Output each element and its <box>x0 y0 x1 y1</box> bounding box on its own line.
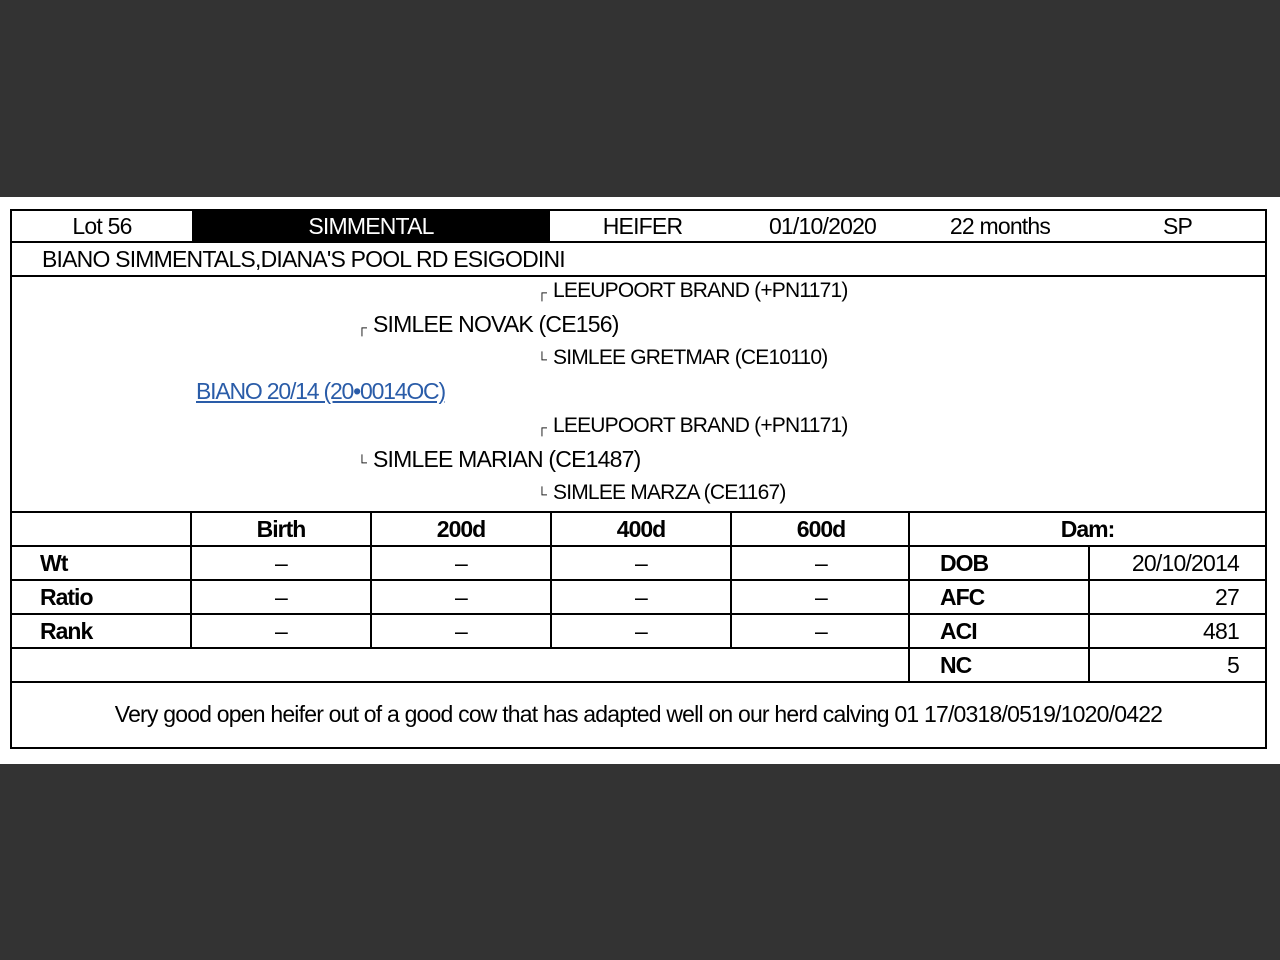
lot-number: Lot 56 <box>72 212 132 239</box>
pedigree-dam <box>357 446 640 473</box>
lot-sheet <box>0 197 1280 764</box>
breeder-row <box>12 243 1265 277</box>
rank-400d: – <box>550 615 730 647</box>
row-label-rank: Rank <box>40 617 93 644</box>
pedigree-dam-name: SIMLEE MARIAN (CE1487) <box>373 446 641 472</box>
blank-cell <box>12 649 908 681</box>
row-label-ratio: Ratio <box>40 583 93 610</box>
dam-title: Dam: <box>908 513 1265 545</box>
bracket-top-icon: ┌ <box>357 319 367 335</box>
ratio-200d: – <box>370 581 550 613</box>
ratio-600d: – <box>730 581 910 613</box>
table-row <box>12 547 1265 581</box>
col-birth: Birth <box>190 513 370 545</box>
dam-label-aci: ACI <box>908 615 1088 647</box>
wt-600d: – <box>730 547 910 579</box>
pedigree-section <box>12 277 1265 513</box>
dam-label-afc: AFC <box>908 581 1088 613</box>
pedigree-dam-dam <box>537 481 786 505</box>
status-code: SP <box>1162 212 1193 239</box>
dam-value-afc: 27 <box>1088 581 1265 613</box>
lot-card <box>10 209 1267 749</box>
birth-date: 01/10/2020 <box>768 212 877 239</box>
row-label-wt: Wt <box>40 549 68 576</box>
blank-cell <box>12 513 192 545</box>
breed-label: SIMMENTAL <box>192 211 550 241</box>
animal-link[interactable]: BIANO 20/14 (20•0014OC) <box>196 378 445 404</box>
rank-600d: – <box>730 615 910 647</box>
wt-200d: – <box>370 547 550 579</box>
bracket-bottom-icon: └ <box>357 454 367 470</box>
breeder-name: BIANO SIMMENTALS,DIANA'S POOL RD ESIGODINI <box>42 245 565 272</box>
rank-200d: – <box>370 615 550 647</box>
bracket-bottom-icon: └ <box>537 351 547 367</box>
wt-birth: – <box>190 547 370 579</box>
table-row <box>12 581 1265 615</box>
pedigree-sire-sire-name: LEEUPOORT BRAND (+PN1171) <box>553 279 848 302</box>
col-200d: 200d <box>370 513 550 545</box>
bracket-top-icon: ┌ <box>537 419 547 435</box>
pedigree-dam-dam-name: SIMLEE MARZA (CE1167) <box>553 481 786 504</box>
performance-header-row <box>12 513 1265 547</box>
pedigree-animal[interactable] <box>196 378 445 405</box>
pedigree-sire-name: SIMLEE NOVAK (CE156) <box>373 311 619 337</box>
dam-value-aci: 481 <box>1088 615 1265 647</box>
pedigree-dam-sire <box>537 414 848 438</box>
col-600d: 600d <box>730 513 910 545</box>
table-row <box>12 615 1265 649</box>
dam-value-nc: 5 <box>1088 649 1265 681</box>
pedigree-sire-dam <box>537 346 828 370</box>
table-row <box>12 649 1265 683</box>
dam-label-nc: NC <box>908 649 1088 681</box>
dam-value-dob: 20/10/2014 <box>1088 547 1265 579</box>
col-400d: 400d <box>550 513 730 545</box>
lot-header-row <box>12 211 1265 243</box>
bracket-top-icon: ┌ <box>537 284 547 300</box>
wt-400d: – <box>550 547 730 579</box>
lot-comment: Very good open heifer out of a good cow that has adapted well on our herd calving 01 17/0318/0519/1020/0422 <box>114 700 1163 727</box>
dam-label-dob: DOB <box>908 547 1088 579</box>
ratio-400d: – <box>550 581 730 613</box>
ratio-birth: – <box>190 581 370 613</box>
pedigree-sire <box>357 311 619 338</box>
bracket-bottom-icon: └ <box>537 486 547 502</box>
pedigree-sire-dam-name: SIMLEE GRETMAR (CE10110) <box>553 346 828 369</box>
age-label: 22 months <box>949 212 1051 239</box>
pedigree-sire-sire <box>537 279 848 303</box>
pedigree-dam-sire-name: LEEUPOORT BRAND (+PN1171) <box>553 414 848 437</box>
rank-birth: – <box>190 615 370 647</box>
sex-label: HEIFER <box>602 212 683 239</box>
